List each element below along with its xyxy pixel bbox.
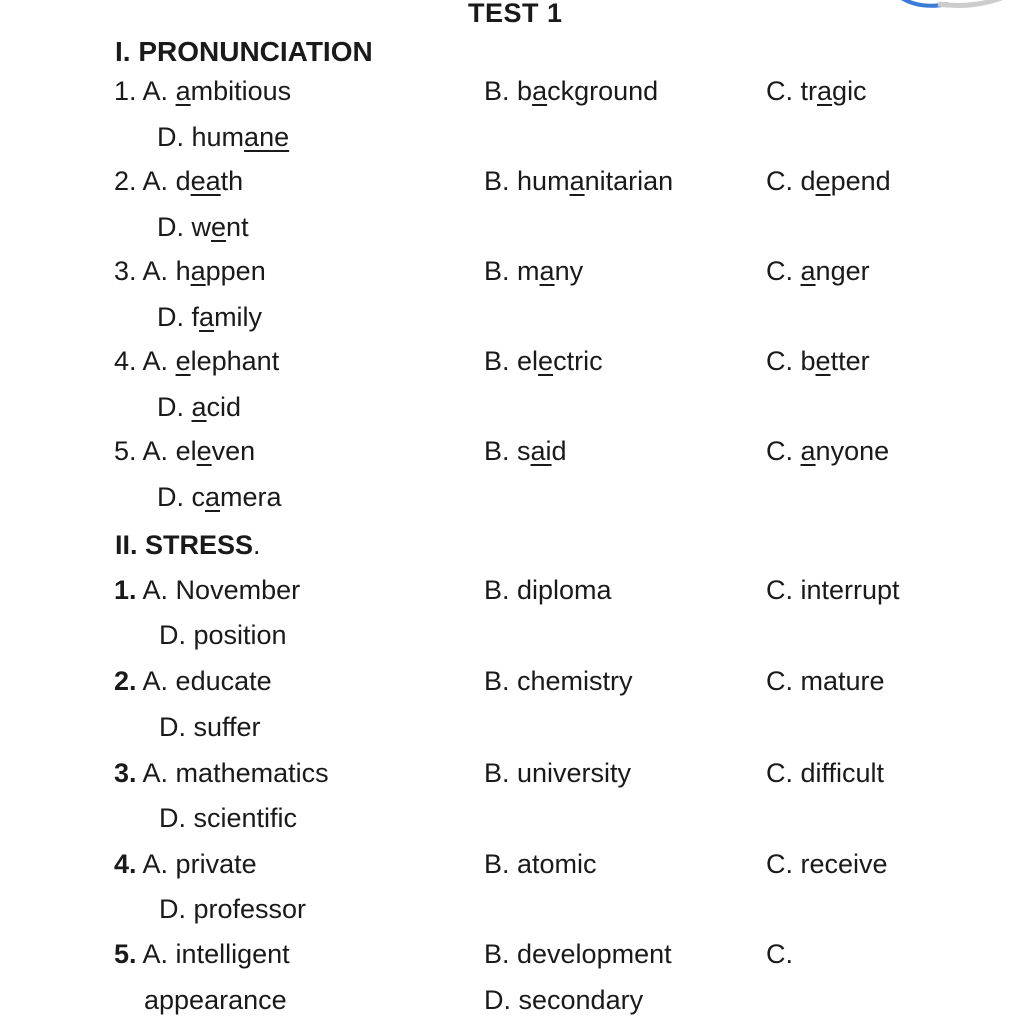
word-part: el (175, 436, 197, 466)
word-part: ny (554, 256, 584, 286)
option-a (114, 76, 291, 107)
option-label: C. (766, 256, 793, 286)
underlined-sound: a (205, 482, 221, 512)
word-part: tr (800, 76, 818, 106)
word-part: w (191, 212, 212, 242)
option-d: D. scientific (159, 803, 298, 833)
question-row (0, 166, 1024, 206)
option-label: A. (142, 166, 169, 196)
word-part: m (517, 256, 540, 286)
word-part: b (800, 346, 816, 376)
page-title: TEST 1 (468, 0, 563, 28)
option-label: A. (142, 76, 169, 106)
option-c: C. difficult (766, 758, 885, 788)
option-c (766, 166, 891, 197)
question-number: 5. (114, 939, 137, 969)
option-label: C. (766, 76, 793, 106)
option-c (766, 346, 870, 377)
option-label: C. (766, 346, 793, 376)
stress-heading-period: . (253, 530, 261, 560)
option-label: D. (157, 122, 184, 152)
option-a (114, 666, 272, 697)
word-part: b (517, 76, 533, 106)
option-d (157, 392, 241, 423)
word-part: d (175, 166, 191, 196)
option-label: B. (484, 346, 510, 376)
question-number: 4. (114, 346, 137, 376)
option-b (484, 436, 567, 467)
word-part: ppen (205, 256, 266, 286)
word-part: nger (815, 256, 870, 286)
question-row-continuation (0, 712, 1024, 752)
word-part: tter (830, 346, 870, 376)
option-label: B. (484, 256, 510, 286)
question-row-continuation (0, 803, 1024, 843)
question-row (0, 666, 1024, 706)
option-d: D. position (159, 620, 287, 650)
stress-heading-text: II. STRESS (115, 530, 254, 560)
question-row (0, 939, 1024, 979)
option-label: A. (142, 346, 169, 376)
option-d (157, 122, 289, 153)
option-a (114, 436, 255, 467)
option-a (114, 758, 329, 789)
question-number: 1. (114, 76, 137, 106)
option-c: C. interrupt (766, 575, 900, 605)
option-text: A. educate (142, 666, 272, 696)
word-part: pend (830, 166, 891, 196)
word-part: nitarian (584, 166, 674, 196)
underlined-sound: a (800, 256, 816, 286)
question-row-continuation (0, 985, 1024, 1025)
question-row-continuation (0, 482, 1024, 522)
question-row-continuation (0, 620, 1024, 660)
option-a (114, 575, 300, 606)
option-a (114, 346, 279, 377)
question-row-continuation (0, 122, 1024, 162)
option-d (157, 212, 249, 243)
question-row (0, 849, 1024, 889)
question-row-continuation (0, 392, 1024, 432)
option-c: C. mature (766, 666, 885, 696)
option-c: C. receive (766, 849, 888, 879)
question-row (0, 76, 1024, 116)
option-b: B. atomic (484, 849, 597, 879)
option-c (766, 76, 867, 107)
word-part: el (517, 346, 539, 376)
corner-decoration (878, 0, 1018, 16)
option-label: D. (157, 392, 184, 422)
underlined-sound: a (539, 256, 555, 286)
question-number: 2. (114, 166, 137, 196)
underlined-sound: e (538, 346, 554, 376)
option-text: A. November (142, 575, 301, 605)
option-c: C. (766, 939, 793, 969)
section-heading-stress (115, 530, 261, 561)
question-number: 2. (114, 666, 137, 696)
word-part: ctric (553, 346, 603, 376)
underlined-sound: a (191, 392, 207, 422)
option-label: C. (766, 166, 793, 196)
option-c (766, 436, 889, 467)
option-a (114, 939, 290, 970)
option-d: D. suffer (159, 712, 261, 742)
word-part: mbitious (190, 76, 292, 106)
question-row-continuation (0, 894, 1024, 934)
word-part: h (175, 256, 191, 286)
option-c (766, 256, 870, 287)
option-c-wrapped-text: appearance (144, 985, 287, 1015)
question-row (0, 256, 1024, 296)
word-part: ckground (547, 76, 659, 106)
underlined-sound: e (175, 346, 191, 376)
word-part: s (517, 436, 531, 466)
question-number: 3. (114, 758, 137, 788)
word-part: cid (206, 392, 242, 422)
word-part: mera (220, 482, 282, 512)
question-number: 1. (114, 575, 137, 605)
option-label: A. (142, 256, 169, 286)
option-label: B. (484, 436, 510, 466)
underlined-sound: ea (190, 166, 221, 196)
word-part: hum (191, 122, 245, 152)
word-part: mily (214, 302, 263, 332)
underlined-sound: e (815, 346, 831, 376)
word-part: f (191, 302, 200, 332)
option-d: D. professor (159, 894, 307, 924)
word-part: lephant (190, 346, 280, 376)
option-b: B. university (484, 758, 632, 788)
option-label: A. (142, 436, 169, 466)
word-part: nyone (815, 436, 890, 466)
underlined-sound: a (800, 436, 816, 466)
option-b (484, 346, 603, 377)
option-b (484, 166, 673, 197)
word-part: d (551, 436, 567, 466)
option-text: A. private (142, 849, 257, 879)
question-row (0, 346, 1024, 386)
underlined-sound: a (199, 302, 215, 332)
option-a (114, 166, 243, 197)
option-label: B. (484, 76, 510, 106)
word-part: th (220, 166, 244, 196)
question-row (0, 575, 1024, 615)
option-label: D. (157, 212, 184, 242)
option-d (157, 302, 262, 333)
option-b: B. development (484, 939, 672, 969)
underlined-sound: e (815, 166, 831, 196)
word-part: hum (517, 166, 570, 196)
question-row-continuation (0, 212, 1024, 252)
underlined-sound: e (211, 212, 227, 242)
word-part: gic (832, 76, 867, 106)
option-label: D. (157, 482, 184, 512)
underlined-sound: a (569, 166, 585, 196)
option-d (157, 482, 282, 513)
option-b: B. chemistry (484, 666, 633, 696)
question-row (0, 436, 1024, 476)
underlined-sound: ane (244, 122, 290, 152)
word-part: d (800, 166, 816, 196)
question-row (0, 758, 1024, 798)
underlined-sound: e (196, 436, 212, 466)
option-text: A. intelligent (142, 939, 290, 969)
word-part: c (191, 482, 206, 512)
section-heading-pronunciation: I. PRONUNCIATION (115, 36, 373, 67)
option-a (114, 256, 266, 287)
option-text: A. mathematics (142, 758, 329, 788)
question-number: 5. (114, 436, 137, 466)
option-label: C. (766, 436, 793, 466)
underlined-sound: a (190, 256, 206, 286)
question-row-continuation (0, 302, 1024, 342)
option-b (484, 256, 583, 287)
question-number: 4. (114, 849, 137, 879)
word-part: nt (226, 212, 249, 242)
word-part: ven (211, 436, 256, 466)
option-label: D. (157, 302, 184, 332)
option-b: B. diploma (484, 575, 612, 605)
option-a (114, 849, 257, 880)
option-label: B. (484, 166, 510, 196)
underlined-sound: a (175, 76, 191, 106)
option-d: D. secondary (484, 985, 644, 1015)
option-b (484, 76, 658, 107)
underlined-sound: a (532, 76, 548, 106)
question-number: 3. (114, 256, 137, 286)
underlined-sound: ai (530, 436, 552, 466)
underlined-sound: a (817, 76, 833, 106)
